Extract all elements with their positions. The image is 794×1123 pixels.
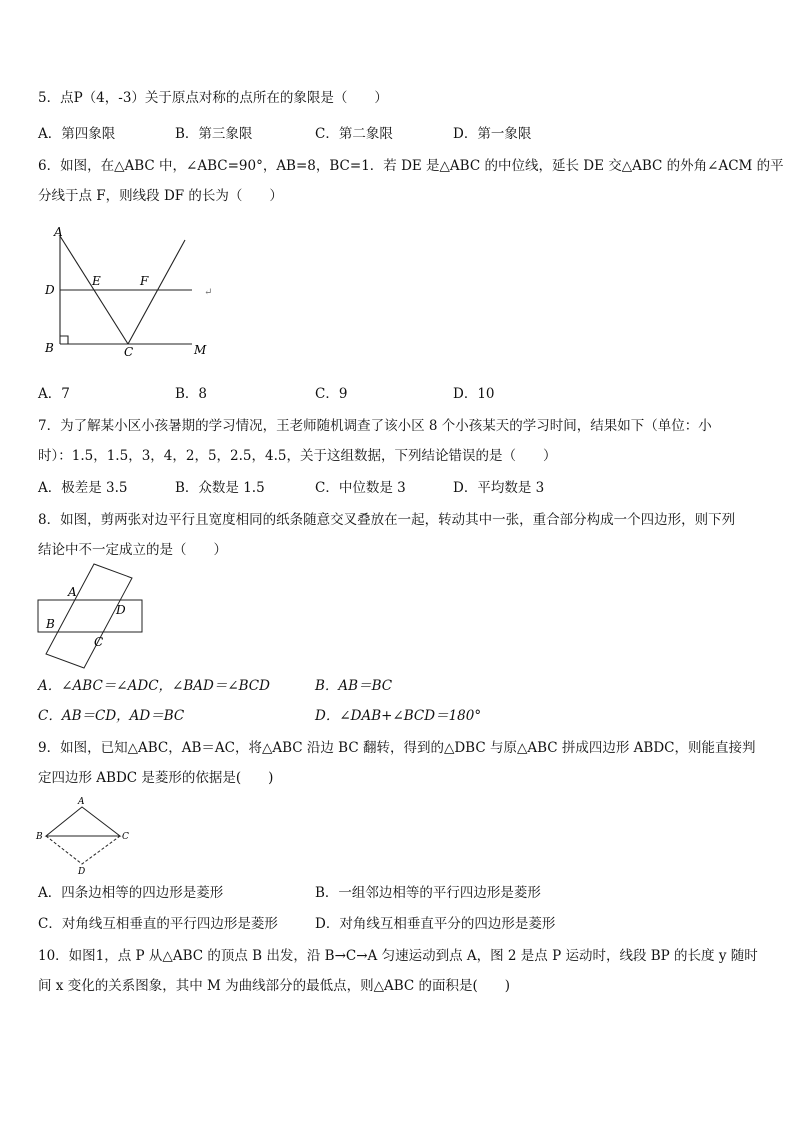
q8-figure: [34, 562, 149, 670]
q6-option-c: C．9: [315, 386, 348, 402]
q9-label-a: A: [78, 797, 85, 807]
q5-stem: 5．点P（4，-3）关于原点对称的点所在的象限是（ ）: [38, 90, 388, 106]
q8-option-d: D．∠DAB+∠BCD＝180°: [315, 708, 482, 724]
q6-label-f: F: [140, 274, 149, 288]
q7-option-c: C．中位数是 3: [315, 480, 406, 496]
q6-option-d: D．10: [453, 386, 495, 402]
q8-stem-line1: 8．如图，剪两张对边平行且宽度相同的纸条随意交叉叠放在一起，转动其中一张，重合部分构成一个四边形，则下列: [38, 512, 736, 528]
q10-stem-line2: 间 x 变化的关系图象，其中 M 为曲线部分的最低点，则△ABC 的面积是( ): [38, 978, 511, 994]
q6-label-e: E: [92, 274, 101, 288]
q6-return-mark: ↵: [204, 287, 213, 298]
q9-label-c: C: [122, 832, 129, 842]
q9-stem-line2: 定四边形 ABDC 是菱形的依据是( ): [38, 770, 274, 786]
q6-option-a: A．7: [38, 386, 70, 402]
q8-stem-line2: 结论中不一定成立的是（ ）: [38, 542, 227, 558]
q6-figure: [40, 222, 225, 362]
q8-option-a: A．∠ABC＝∠ADC，∠BAD＝∠BCD: [38, 678, 270, 694]
q9-stem-line1: 9．如图，已知△ABC，AB＝AC，将△ABC 沿边 BC 翻转，得到的△DBC 与原△ABC 拼成四边形 ABDC，则能直接判: [38, 740, 756, 756]
q9-label-d: D: [78, 867, 86, 876]
q9-option-a: A．四条边相等的四边形是菱形: [38, 885, 224, 901]
q7-stem-line2: 时）：1.5，1.5，3，4，2，5，2.5，4.5，关于这组数据，下列结论错误的是（ ）: [38, 448, 557, 464]
q7-option-d: D．平均数是 3: [453, 480, 545, 496]
q6-line-cf: [128, 240, 185, 344]
q8-option-c: C．AB＝CD，AD＝BC: [38, 708, 185, 724]
q7-stem-line1: 7．为了解某小区小孩暑期的学习情况，王老师随机调查了该小区 8 个小孩某天的学习时间，结果如下（单位：小: [38, 418, 712, 434]
q6-stem-line1: 6．如图，在△ABC 中，∠ABC=90°，AB=8，BC=1．若 DE 是△ABC 的中位线，延长 DE 交△ABC 的外角∠ACM 的平: [38, 158, 784, 174]
q7-option-b: B．众数是 1.5: [175, 480, 265, 496]
q6-label-m: M: [194, 343, 207, 357]
q9-triangle-dbc: [46, 836, 120, 864]
q6-label-b: B: [45, 341, 54, 355]
q5-option-b: B．第三象限: [175, 126, 253, 142]
q9-option-c: C．对角线互相垂直的平行四边形是菱形: [38, 916, 278, 932]
q7-option-a: A．极差是 3.5: [38, 480, 128, 496]
q8-label-a: A: [68, 585, 77, 599]
q9-option-b: B．一组邻边相等的平行四边形是菱形: [315, 885, 541, 901]
q6-label-d: D: [45, 283, 55, 297]
q5-option-a: A．第四象限: [38, 126, 116, 142]
q6-stem-line2: 分线于点 F，则线段 DF 的长为（ ）: [38, 188, 283, 204]
q5-option-c: C．第二象限: [315, 126, 393, 142]
q5-option-d: D．第一象限: [453, 126, 532, 142]
q9-triangle-abc: [46, 807, 120, 836]
q10-stem-line1: 10．如图1，点 P 从△ABC 的顶点 B 出发，沿 B→C→A 匀速运动到点 A，图 2 是点 P 运动时，线段 BP 的长度 y 随时: [38, 948, 758, 964]
q6-label-a: A: [54, 225, 63, 239]
q6-option-b: B．8: [175, 386, 208, 402]
q9-figure: [34, 794, 134, 876]
q9-label-b: B: [36, 832, 43, 842]
q6-right-angle-mark: [60, 336, 68, 344]
q8-label-c: C: [94, 635, 104, 649]
q6-label-c: C: [124, 345, 134, 359]
q8-option-b: B．AB＝BC: [315, 678, 393, 694]
q8-label-b: B: [46, 617, 55, 631]
q8-label-d: D: [116, 603, 126, 617]
q9-option-d: D．对角线互相垂直平分的四边形是菱形: [315, 916, 556, 932]
